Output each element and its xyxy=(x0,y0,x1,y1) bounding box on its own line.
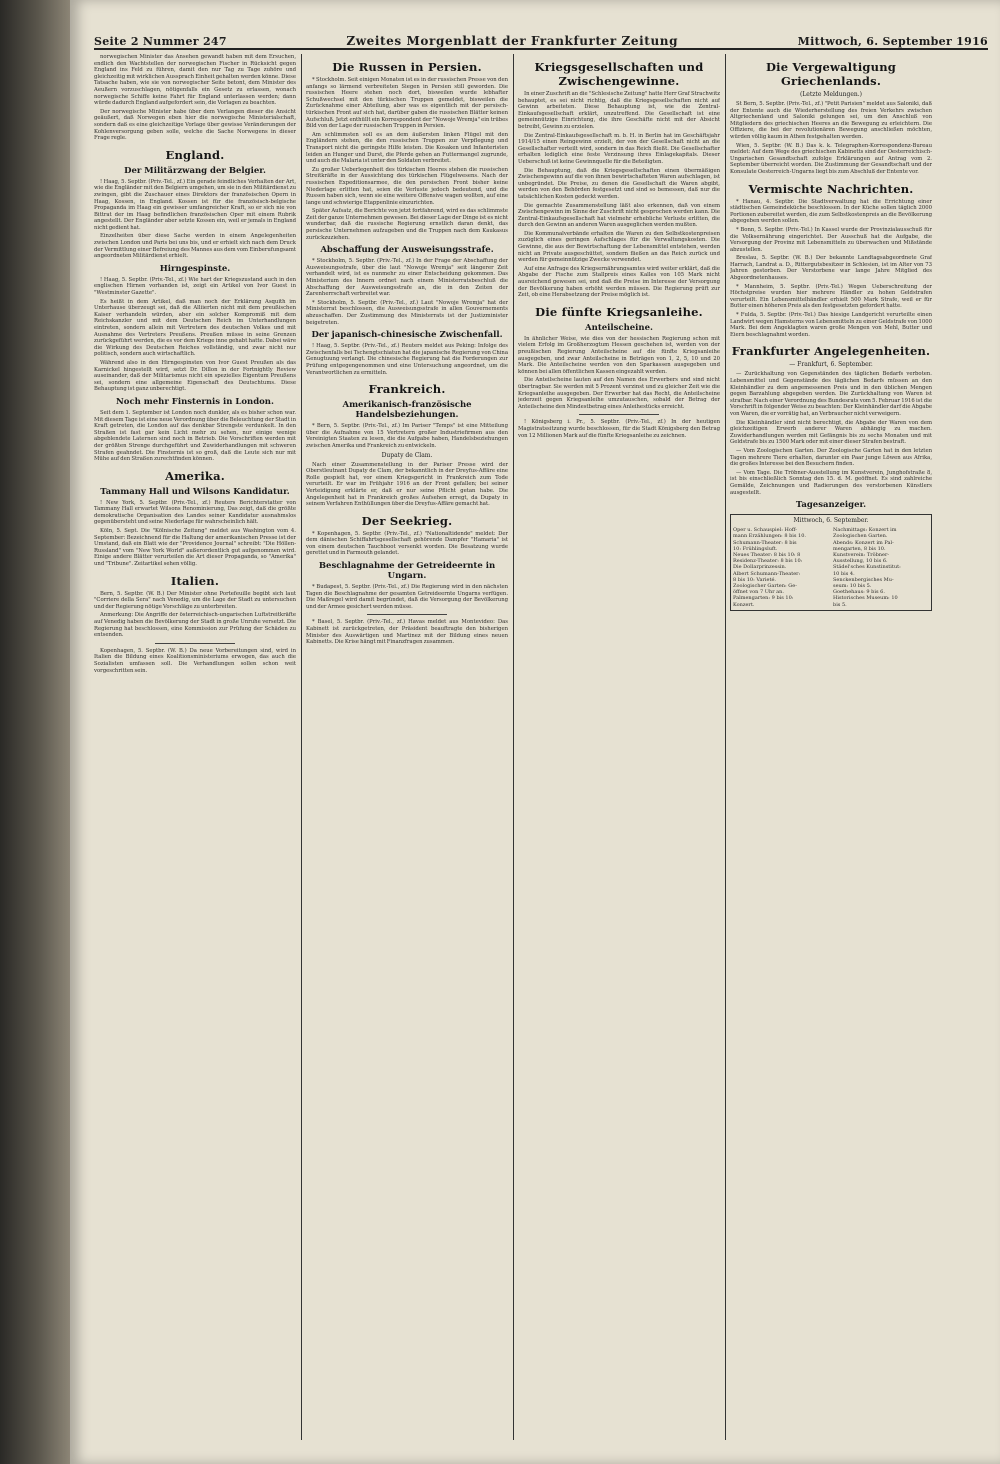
article-text: — Vom Tage. Die Tröbner-Ausstellung im Kunstverein, Junghofstraße 8, ist bis einschließlich Sonntag den 15. d. M. geöffnet. Es sind zahlreiche Gemälde, Zeichnungen und Radierungen des verstorbenen Künstlers ausgestellt. xyxy=(730,469,932,496)
article-text: Einzelheiten über diese Sache werden in einem Angelegenheiten zwischen London und Paris bei uns bis, und er erhielt sich nach dem Druck der Vermittlung einer Befreiung des Mannes aus dem vom Einberufungsamt angeordneten Militärdienst erhielt. xyxy=(94,233,296,260)
article-text: Während also in den Hirngespinsten von Ivor Guest Preußen als das Karnickel hingestellt wird, setzt Dr. Dillon in der Fortnightly Review auseinander, daß der Militarismus nicht ein spezielles Eigentum Preußens sei, sondern eine allgemeine Eigenschaft des Deutschtums. Diese Behauptung ist ganz unberechtigt. xyxy=(94,359,296,393)
listing-row: Kunstverein: Tröbner- xyxy=(833,551,890,558)
article-text: Breslau, 5. Septbr. (W. B.) Der bekannte Landtagsabgeordnete Graf Harrach, Landrat a. D., Rittergutsbesitzer in Schlesien, ist im Alter von 73 Jahren gestorben. Der Verstorbene war lange Jahre Mitglied des Abgeordnetenhauses. xyxy=(730,255,932,282)
newspaper-page xyxy=(70,0,1000,1464)
section-heading: Frankreich. xyxy=(368,382,446,397)
article-text: Nach einer Zusammenstellung in der Pariser Presse wird der Oberstleutnant Dupaty de Clam, der bekanntlich in der Dreyfus-Affäre eine Rolle gespielt hat, vor einem Kriegsgericht in Frankreich zum Tode verurteilt. Er war im Frühjahr 1916 an der Front gefallen; bei seiner Verteidigung erklärte er, daß er nur seine Pflicht getan habe. Die Angelegenheit hat in Frankreich großes Aufsehen erregt, da Dupaty in seinem Verfahren Enthüllungen über die Dreyfus-Affäre gemacht hat. xyxy=(306,461,508,508)
section-heading: Kriegsgesellschaften und Zwischengewinne. xyxy=(534,60,704,88)
listing-row: mengarten, 8 bis 10. xyxy=(833,545,886,552)
listing-row: 8 bis 10: Varieté. xyxy=(733,576,777,583)
article-text: ! Königsberg i. Pr., 5. Septbr. (Priv.-Tel., zf.) In der heutigen Magistratssitzung wurde beschlossen, für die Stadt Königsberg den Betrag von 12 Millionen Mark auf die fünfte Kriegsanleihe zu zeichnen. xyxy=(518,419,720,439)
listing-row: Nachmittags: Konzert im xyxy=(833,527,897,534)
column-rule xyxy=(301,54,302,1440)
listing-row: Konzert. xyxy=(733,601,755,608)
article-text: ! Haag, 5. Septbr. (Priv.-Tel., zf.) Reuters meldet aus Peking: Infolge des Zwischenfalls bei Tschengtschiatun hat die japanische Regierung von China Genugtuung verlangt. Die chinesische Regierung hat die Forderungen zur Prüfung entgegengenommen und eine Untersuchung angeordnet, um die Verantwortlichen zu ermitteln. xyxy=(306,343,508,376)
section-heading: Die fünfte Kriegsanleihe. xyxy=(535,304,703,319)
listing-right xyxy=(833,527,929,608)
article-heading: Anteilscheine. xyxy=(585,322,653,333)
article-heading: Hirngespinste. xyxy=(159,263,231,274)
listing-row: 10 bis 4. xyxy=(833,570,855,577)
column-3 xyxy=(518,54,720,1440)
column-4 xyxy=(730,54,932,1440)
article-text: In ähnlicher Weise, wie dies von der hessischen Regierung schon mit vielem Erfolg im Großherzogtum Hessen geschehen ist, werden von der preußischen Regierung Anteilscheine auf die fünfte Kriegsanleihe ausgegeben, und zwar Anteilscheine in Beträgen von 1, 2, 5, 10 und 20 Mark. Die Anteilscheine werden von den Sparkassen ausgegeben und können bei allen öffentlichen Kassen eingezahlt werden. xyxy=(518,335,720,375)
article-text: In einer Zuschrift an die "Schlesische Zeitung" hatte Herr Graf Strachwitz behauptet, es sei nicht richtig, daß die Kriegsgesellschaften nicht auf Gewinn arbeiteten. Diese Behauptung ist, wie die Zentral-Einkaufsgesellschaft erklärt, unzutreffend. Die Gesellschaft ist eine gemeinnützige Einrichtung, die ihre Geschäfte nicht mit der Absicht betreibt, Gewinn zu erzielen. xyxy=(518,91,720,130)
section-heading: England. xyxy=(165,147,225,162)
article-text: Zu großer Ueberlegenheit des türkischen Heeres stehen die russischen Streitkräfte in der Aussichtung des türkischen Flügelwesens. Nach der russischen Expeditionsarmee, die den persischen Front bisher keine Niederlage erlitten hat, seien die Verluste jedoch bedeutend, und die Russen haben sich, wenn sie eine weitere Offensive wagen wollten, auf eine lange und schwierige Etappenlinie einzurichten. xyxy=(306,166,508,206)
article-text: ! Haag, 5. Septbr. (Priv.-Tel., zf.) Wie hart der Kriegszustand auch in den englischen Hirnen vorhanden ist, zeigt ein Artikel von Ivor Guest in "Westminster Gazette". xyxy=(94,276,296,297)
article-text: * Hanau, 4. Septbr. Die Stadtverwaltung hat die Errichtung einer städtischen Gemeindeküche beschlossen. In der Küche sollen täglich 2000 Portionen zubereitet werden, die zum Selbstkostenpreis an die Bevölkerung abgegeben werden sollen. xyxy=(730,198,932,225)
listing-row: 10: Frühlingsluft. xyxy=(733,545,778,552)
events-listing xyxy=(730,514,932,611)
article-text: Der norwegische Minister habe über dem Verlangen dieser die Ansicht geäußert, daß Norwegen eben hier die norwegische Ministerialschaft, sondern daß es eine gleichzeitige Vorlage über gewisse Veränderungen der Kohlenversorgung geben solle, welche die Sache Norwegens in dieser Frage regle. xyxy=(94,108,296,142)
article-text: Die Anteilscheine lauten auf den Namen des Erwerbers und sind nicht übertragbar. Sie werden mit 5 Prozent verzinst und zu gleicher Zeit wie die Kriegsanleihe ausgegeben. Der Erwerber hat das Recht, die Anteilscheine jederzeit gegen Kriegsanleihe umzutauschen, sobald der Betrag der Anteilscheine den Mindestbetrag eines Anleihestücks erreicht. xyxy=(518,377,720,410)
dateline: — Frankfurt, 6. September. xyxy=(789,361,873,369)
listing-row: Städel'sches Kunstinstitut: xyxy=(833,564,901,571)
article-heading: Der japanisch-chinesische Zwischenfall. xyxy=(311,330,503,341)
divider xyxy=(367,614,448,615)
article-text: Am schlimmsten soll es an dem äußersten linken Flügel mit den Engländern stehen, die den russischen Truppen zur Verpflegung und Transport nicht die geringste Hilfe leisten. Die Kosaken und Infanteristen leiden an Hunger und Durst, die Pferde gehen an Futtermangel zugrunde, und auch die Malaria ist unter den Soldaten verbreitet. xyxy=(306,131,508,165)
column-rule xyxy=(725,54,726,1440)
article-text: — Vom Zoologischen Garten. Der Zoologische Garten hat in den letzten Tagen mehrere Tiere erhalten, darunter ein Paar junge Löwen aus Afrika, die großes Interesse bei den Besuchern finden. xyxy=(730,447,932,468)
article-text: * Mannheim, 5. Septbr. (Priv.-Tel.) Wegen Ueberschreitung der Höchstpreise wurden hier mehrere Händler zu hohen Geldstrafen verurteilt. Ein Lebensmittelhändler erhielt 500 Mark Strafe, weil er für Butter einen höheren Preis als den festgesetzten gefordert hatte. xyxy=(730,283,932,310)
article-text: Anmerkung: Die Angriffe der österreichisch-ungarischen Luftstreitkräfte auf Venedig haben die Bevölkerung der Stadt in große Unruhe versetzt. Die Regierung hat beschlossen, eine Kommission zur Prüfung der Schäden zu entsenden. xyxy=(94,612,296,639)
article-heading: Amerikanisch-französische Handelsbeziehungen. xyxy=(342,400,472,421)
article-text: Köln, 5. Sept. Die "Kölnische Zeitung" meldet aus Washington vom 4. September: Bezeichnend für die Haltung der amerikanischen Presse ist der Umstand, daß ein Blatt wie der "Providence Journal" schreibt: "Die Höllen-Russland" vom "New York World" außerordentlich gut aufgenommen wird. Einige andere Blätter verurteilen die Art dieser Propaganda, so "Amerika" und "Tribune". Zeitartikel sehen völlig. xyxy=(94,528,296,568)
article-text: * Stockholm, 5. Septbr. (Priv.-Tel., zf.) Laut "Nowoje Wremja" hat der Ministerrat beschlossen, die Ausweisungsstrafe in allen Gouvernements abzuschaffen. Der Zustimmung des Ministerrats ist der Justizminister beigetreten. xyxy=(306,299,508,326)
section-heading: Die Vergewaltigung Griechenlands. xyxy=(765,60,897,88)
listing-row: Schumann-Theater: 8 bis xyxy=(733,539,797,546)
section-heading: Der Seekrieg. xyxy=(361,513,453,528)
listing-row: Senckenbergisches Mu- xyxy=(833,576,894,583)
article-text: Die gemachte Zusammenstellung läßt also erkennen, daß von einem Zwischengewinn im Sinne der Zuschrift nicht gesprochen werden kann. Die Zentral-Einkaufsgesellschaft hat vielmehr erhebliche Verluste erlitten, die durch den Gewinn an anderen Waren ausgeglichen werden mußten. xyxy=(518,202,720,229)
article-text: Die Behauptung, daß die Kriegsgesellschaften einen übermäßigen Zwischengewinn auf die von ihnen bewirtschafteten Waren aufschlagen, ist unbegründet. Die Preise, zu denen die Gesellschaft die Waren abgibt, werden von den Behörden festgesetzt und sind so bemessen, daß nur die tatsächlichen Kosten gedeckt werden. xyxy=(518,167,720,200)
page-number: Seite 2 Nummer 247 xyxy=(94,35,227,48)
listing-row: Albert Schumann-Theater: xyxy=(733,570,801,577)
article-text: * Basel, 5. Septbr. (Priv.-Tel., zf.) Havas meldet aus Montevideo: Das Kabinett ist zurückgetreten, der Präsident beauftragte den bisherigen Minister des Auswärtigen und Martinez mit der Bildung eines neuen Kabinetts. Die Krise hängt mit Finanzfragen zusammen. xyxy=(306,619,508,646)
article-text: Bern, 5. Septbr. (W. B.) Der Minister ohne Portefeuille begibt sich laut "Corriere della Sera" nach Venedig, um die Lage der Stadt zu untersuchen und der Regierung nötige Vorschläge zu unterbreiten. xyxy=(94,590,296,610)
article-text: Die Kleinhändler sind nicht berechtigt, die Abgabe der Waren von dem gleichzeitigen Erwerb anderer Waren abhängig zu machen. Zuwiderhandlungen werden mit Gefängnis bis zu sechs Monaten und mit Geldstrafe bis zu 1500 Mark oder mit einer dieser Strafen bestraft. xyxy=(730,419,932,446)
newspaper-title: Zweites Morgenblatt der Frankfurter Zeitung xyxy=(346,34,679,48)
article-heading: Noch mehr Finsternis in London. xyxy=(116,396,274,407)
listing-row: Residenz-Theater: 8 bis 10: xyxy=(733,558,803,565)
article-heading: Tagesanzeiger. xyxy=(795,500,867,511)
listing-row: Abends: Konzert im Pal- xyxy=(833,539,894,546)
article-text: * Kopenhagen, 5. Septbr. (Priv.-Tel., zf.) "Nationaltidende" meldet: Der dem dänischen Schiffahrtsgesellschaft gehörende Dampfer "Hamaria" ist von einem deutschen Tauchboot versenkt worden. Die Besatzung wurde gerettet und in Farmouth gelandet. xyxy=(306,530,508,557)
section-heading: Die Russen in Persien. xyxy=(332,60,482,74)
listing-row: Ausstellung, 10 bis 6. xyxy=(833,558,888,565)
masthead xyxy=(94,28,988,50)
article-text: St Bern, 5. Septbr. (Priv.-Tel., zf.) "Petit Parisien" meldet aus Saloniki, daß der Entente auch die Wiederherstellung des freien Verkehrs zwischen Altgriechenland und Saloniki gelungen sei, um den Anschluß von Mitgliedern des griechischen Heeres an die Bewegung zu erleichtern. Die Offiziere, die bei der revolutionären Bewegung anschließen möchten, würden völlig kaum in Athen festgehalten werden. xyxy=(730,101,932,140)
article-text: Die Zentral-Einkaufsgesellschaft m. b. H. in Berlin hat im Geschäftsjahr 1914/15 einen Reingewinn erzielt, der von der Gesellschaft nicht an die Gesellschafter verteilt wird, sondern in das Reich fließt. Die Gesellschafter erhalten lediglich eine feste Verzinsung ihres Einlagekapitals. Dieser Ueberschuß ist keine Gewinnquelle für die Beteiligten. xyxy=(518,132,720,165)
article-text: * Budapest, 5. Septbr. (Priv.-Tel., zf.) Die Regierung wird in den nächsten Tagen die Beschlagnahme der gesamten Getreideernte Ungarns verfügen. Die Maßregel wird damit begründet, daß die Versorgung der Bevölkerung und der Armee gesichert werden müsse. xyxy=(306,584,508,610)
column-1 xyxy=(94,54,296,1440)
article-text: * Bern, 5. Septbr. (Priv.-Tel., zf.) Im Pariser "Temps" ist eine Mitteilung über die Aufnahme von 15 Vertretern großer Industriefirmen aus den Vereinigten Staaten zu lesen, die die Aufgabe haben, Handelsbeziehungen zwischen Amerika und Frankreich zu entwickeln. xyxy=(306,423,508,449)
article-subheading: Dupaty de Clam. xyxy=(381,451,433,459)
article-text: * Stockholm, 5. Septbr. (Priv.-Tel., zf.) In der Frage der Abschaffung der Ausweisungsstrafe, über die laut "Nowoje Wremja" seit längerer Zeit verhandelt wird, ist es nunmehr zu einer Entscheidung gekommen. Das Ministerium des Innern ordnet nach einem Ministerratsbeschluß die Abschaffung der Ausweisungsstrafe an, die in den Zeiten der Zarenherrschaft verbreitet war. xyxy=(306,258,508,298)
article-heading: Tammany Hall und Wilsons Kandidatur. xyxy=(100,486,290,497)
listing-row: Goethehaus: 9 bis 6. xyxy=(833,589,885,596)
listing-row: Neues Theater: 8 bis 10: 8 xyxy=(733,551,801,558)
listing-row: seum: 10 bis 5. xyxy=(833,582,872,589)
article-text: * Stockholm. Seit einigen Monaten ist es in der russischen Presse von den anfangs so lärmend verbreiteten Siegen in Persien still geworden. Die russischen Heere stehen noch dort, bisweilen wurde lebhafter Schußwechsel mit den türkischen Truppen gemeldet, bisweilen die Zurücknahme einer Abteilung, aber was es eigentlich mit der persisch-türkischen Front auf sich hat, darüber gaben die russischen Blätter keinen Aufschluß. Jetzt enthüllt ein Korrespondent der "Nowoje Wremja" ein trübes Bild von der Lage der russischen Truppen in Persien. xyxy=(306,77,508,130)
listing-row: öffnet von 7 Uhr an. xyxy=(733,589,784,596)
listing-row: Historisches Museum: 10 xyxy=(833,595,898,602)
listing-row: Palmengarten: 9 bis 10: xyxy=(733,595,794,602)
divider xyxy=(155,643,236,644)
article-text: — Zurückhaltung von Gegenständen des täglichen Bedarfs verboten. Lebensmittel und Gegenstände des täglichen Bedarfs müssen an den Kleinhändler zu dem angemessenen Preis und in den üblichen Mengen gegen Barzahlung abgegeben werden. Die Zurückhaltung von Waren ist strafbar. Nach einer Verordnung des Bundesrats vom 5. Februar 1916 ist die Vorschrift in folgender Weise zu beachten: Der Kleinhändler darf die Abgabe von Waren, die er vorrätig hat, an Verbraucher nicht verweigern. xyxy=(730,371,932,417)
section-heading: Frankfurter Angelegenheiten. xyxy=(731,344,931,359)
section-heading: Amerika. xyxy=(165,468,225,483)
listing-row: Zoologischen Garten. xyxy=(833,533,888,540)
article-text: * Fulda, 5. Septbr. (Priv.-Tel.) Das hiesige Landgericht verurteilte einen Landwirt wegen Hamsterns von Lebensmitteln zu einer Geldstrafe von 1000 Mark. Bei dem Angeklagten waren große Mengen von Mehl, Butter und Eiern beschlagnahmt worden. xyxy=(730,312,932,338)
article-text: norwegischen Minister das Ansehen gewandt haben mit dem Ersuchen, endlich den Wachtstellen der norwegischen Fischer in Rücksicht gegen England ins Feld zu führen, damit den nur Tag zu Tage zuhöre und gleichzeitig mit wirklichen Aussprach Einheit gehalten werden könne. Diese Tatsache haben, wie sie von norwegischer Seite betont, dem Minister des Aeußern vorzuschlagen, nötigenfalls ein Gesetz zu erlassen, wonach norwegische Schiffe keine Fahrt für England unterlassen werden; dann würde dadurch England aufgefordert sein, die Vorlagen zu beachten. xyxy=(94,54,296,107)
listing-row: Oper u. Schauspiel: Hoff- xyxy=(733,527,797,534)
article-heading: Abschaffung der Ausweisungsstrafe. xyxy=(320,245,494,256)
book-binding-edge xyxy=(0,0,70,1464)
listing-row: Zoologischer Garten: Ge- xyxy=(733,582,797,589)
listing-row: Die Dollarprinzessin. xyxy=(733,564,787,571)
article-text: Die Kommunalverbände erhalten die Waren zu den Selbstkostenpreisen zuzüglich eines geringen Aufschlages für die Verwaltungskosten. Die Gewinne, die aus der Bewirtschaftung der Lebensmittel entstehen, werden nicht an Private ausgeschüttet, sondern fließen an das Reich zurück und werden für gemeinnützige Zwecke verwendet. xyxy=(518,230,720,264)
article-subheading: (Letzte Meldungen.) xyxy=(799,91,862,98)
article-text: ! Haag, 5. Septbr. (Priv.-Tel., zf.) Ein gerade feindliches Verhalten der Art, wie die Engländer mit den Belgiern umgehen, um sie in den Militärdienst zu zwingen, gibt die Zuschauer eines Direktors der französischen Opern in Haag, Kossen, in England. Kossen ist für die französisch-belgische Propaganda im Haag ein gewisser umfangreicher Kraft, so er sich nie von Bittrat der im Haag befindlichen französischen Oper mit einem Rubrik angestellt. Der Engländer aber setzte Kossen ein, weil er jemals in England nicht gedient hat. xyxy=(94,178,296,231)
listing-date: Mittwoch, 6. September. xyxy=(793,517,869,525)
article-text: Kopenhagen, 5. Septbr. (W. B.) Da neue Vorbereitungen sind, wird in Italien die Bildung eines Koalitionsministeriums erwogen, das auch die Sozialisten umfassen soll. Die Verhandlungen sollen schon weit vorgeschritten sein. xyxy=(94,647,296,674)
article-text: Auf eine Anfrage des Kriegsernährungsamtes wird weiter erklärt, daß die Abgabe der Fische zum Stallpreis eines Kalles von 105 Mark nicht ausreichend gewesen sei, und daß die Preise im Interesse der Versorgung der Bevölkerung haben erhöht werden müssen. Die Regierung prüft zur Zeit, ob eine Herabsetzung der Preise möglich ist. xyxy=(518,265,720,299)
section-heading: Vermischte Nachrichten. xyxy=(748,181,914,196)
article-text: Es heißt in dem Artikel, daß man noch der Erklärung Asquith im Unterhause überzeugt sei, daß die Alliierten nicht mit dem preußischen Kaiser verhandeln würden, aber ein solcher Kompromiß mit dem Reichskanzler und mit dem Deutschen Reich im Unterhandlungen eintreten, sondern allein mit Vertretern des deutschen Volkes und mit Ausnahme des Vertreters Preußens. Preußen müsse in seine Grenzen zurückgeführt werden, die es vor dem Kriege inne gehabt hatte. Dabei wäre die Wirkung des Deutschen Reiches vollständig, und zwar nicht nur politisch, sondern auch wirtschaftlich. xyxy=(94,298,296,358)
column-2 xyxy=(306,54,508,1440)
article-heading: Der Militärzwang der Belgier. xyxy=(124,165,266,176)
article-text: Später Aufsatz, die Berichte von jetzt fortfahrend, wird es das schlimmste Zeit der ganze Unternehmen gewesen. Bei dieser Lage der Dinge ist es nicht wunderbar, daß die russische Regierung ernstlich daran denkt, das persische Unternehmen aufzugeben und die Truppen nach dem Kaukasus zurückzuziehen. xyxy=(306,208,508,241)
divider xyxy=(579,414,660,415)
article-text: Seit dem 1. September ist London noch dunkler, als es bisher schon war. Mit diesem Tage ist eine neue Verordnung über die Beleuchtung der Stadt in Kraft getreten, die London auf das denkbar Strengste verdunkelt. In den Straßen ist fast gar kein Licht mehr zu sehen, nur einige wenige abgeblendete Laternen sind noch in Betrieb. Die Vorschriften werden mit der größten Strenge durchgeführt und Zuwiderhandlungen mit schweren Strafen geahndet. Die Finsternis ist so groß, daß die Leute sich nur mit Mühe auf den Straßen zurechtfinden können. xyxy=(94,409,296,463)
listing-left xyxy=(733,527,829,608)
section-heading: Italien. xyxy=(170,573,220,588)
article-heading: Beschlagnahme der Getreideernte in Ungarn. xyxy=(318,561,496,582)
article-text: * Bonn, 5. Septbr. (Priv.-Tel.) In Kassel wurde der Provinzialausschuß für die Volksernährung eingerichtet. Der Ausschuß hat die Aufgabe, die Versorgung der Provinz mit Lebensmitteln zu überwachen und Mißstände abzustellen. xyxy=(730,226,932,253)
issue-date: Mittwoch, 6. September 1916 xyxy=(797,35,988,48)
article-text: ! New York, 5. Septbr. (Priv.-Tel., zf.) Reuters Berichterstatter von Tammany Hall erwartet Wilsons Renominierung, Das zeigt, daß die größte demokratische Organisation des Landes seiner Kandidatur ausnahmslos gegenübersteht und seine Niederlage für wahrscheinlich hält. xyxy=(94,499,296,526)
article-text: Wien, 5. Septbr. (W. B.) Das k. k. Telegraphen-Korrespondenz-Bureau meldet: Auf dem Wege des griechischen Kabinetts sind der Oesterreichisch-Ungarischen Gesandtschaft zufolge Erklärungen auf Antrag vom 2. September überreicht worden. Die Zustimmung der Gesandtschaft und der Konsulate Oesterreich-Ungarns liegt bis zum Abschluß der Entente vor. xyxy=(730,142,932,175)
listing-row: bis 5. xyxy=(833,601,847,608)
column-rule xyxy=(513,54,514,1440)
listing-row: mann Erzählungen: 8 bis 10. xyxy=(733,533,806,540)
